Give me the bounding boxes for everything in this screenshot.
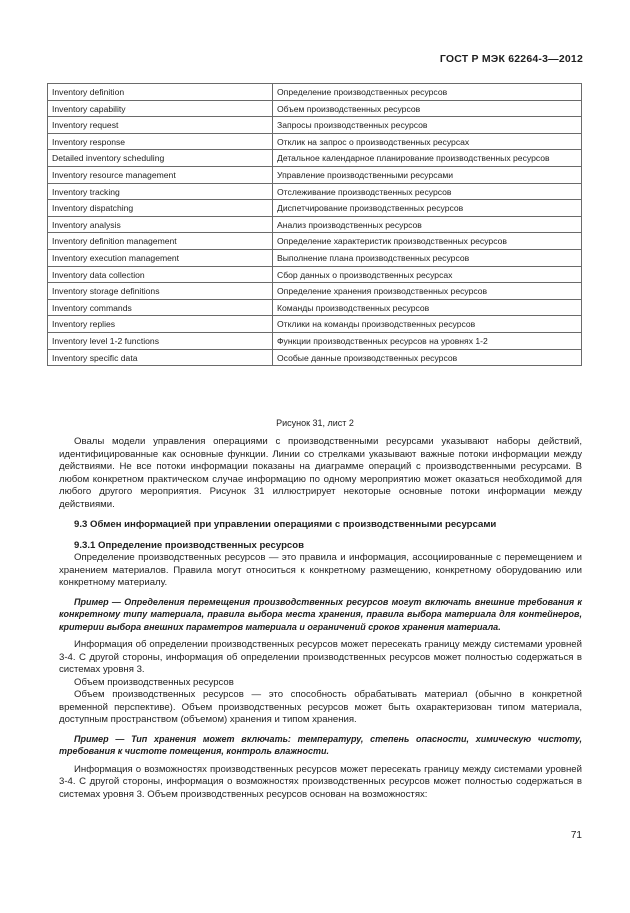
- document-header: ГОСТ Р МЭК 62264-3—2012: [439, 53, 583, 65]
- term-english: Inventory response: [48, 133, 273, 150]
- term-russian: Функции производственных ресурсов на уровнях 1-2: [273, 332, 582, 349]
- figure-caption: Рисунок 31, лист 2: [276, 418, 354, 428]
- term-english: Inventory commands: [48, 299, 273, 316]
- term-russian: Запросы производственных ресурсов: [273, 117, 582, 134]
- term-english: Inventory tracking: [48, 183, 273, 200]
- table-row: [48, 349, 582, 366]
- terms-table-body: [48, 84, 582, 366]
- term-english: Inventory storage definitions: [48, 283, 273, 300]
- term-russian: Детальное календарное планирование производственных ресурсов: [273, 150, 582, 167]
- table-row: [48, 100, 582, 117]
- term-english: Detailed inventory scheduling: [48, 150, 273, 167]
- term-russian: Определение хранения производственных ресурсов: [273, 283, 582, 300]
- table-row: [48, 84, 582, 101]
- term-russian: Объем производственных ресурсов: [273, 100, 582, 117]
- paragraph: Овалы модели управления операциями с производственными ресурсами указывают наборы действий, идентифицированные как основные функции. Линии со стрелками указывают важные потоки информации между действиями. Не все потоки информации показаны на диаграмме операций с производственными ресурсами. В любом конкретном практическом случае информацию по одному мероприятию может оказаться необходимой для любого другого мероприятия. Рисунок 31 иллюстрирует некоторые основные потоки информации между действиями.: [59, 436, 582, 510]
- term-english: Inventory dispatching: [48, 200, 273, 217]
- term-english: Inventory definition: [48, 84, 273, 101]
- term-russian: Диспетчирование производственных ресурсов: [273, 200, 582, 217]
- term-english: Inventory resource management: [48, 166, 273, 183]
- table-row: [48, 316, 582, 333]
- term-english: Inventory level 1-2 functions: [48, 332, 273, 349]
- table-row: [48, 266, 582, 283]
- table-row: [48, 183, 582, 200]
- terms-table: [47, 83, 582, 366]
- term-russian: Особые данные производственных ресурсов: [273, 349, 582, 366]
- term-russian: Анализ производственных ресурсов: [273, 216, 582, 233]
- term-russian: Команды производственных ресурсов: [273, 299, 582, 316]
- term-russian: Выполнение плана производственных ресурсов: [273, 249, 582, 266]
- paragraph: Определение производственных ресурсов — это правила и информация, ассоциированные с перемещением и хранением материалов. Правила могут относиться к конкретному размещению, конкретному оборудованию или конкретному материалу.: [59, 552, 582, 588]
- term-english: Inventory analysis: [48, 216, 273, 233]
- term-russian: Отклик на запрос о производственных ресурсах: [273, 133, 582, 150]
- term-russian: Определение характеристик производственных ресурсов: [273, 233, 582, 250]
- paragraph: Объем производственных ресурсов — это способность обрабатывать материал (обычно в конкретной временной перспективе). Объем производственных ресурсов может быть охарактеризован типом материала, доступным пространством (объемом) хранения и типом хранения.: [59, 689, 582, 725]
- table-row: [48, 133, 582, 150]
- example-note: Пример — Определения перемещения производственных ресурсов могут включать внешние требования к конкретному типу материала, правила выбора места хранения, правила выбора материала для контейнеров, критерии выбора внешних параметров материала и ограничений сроков хранения материала.: [59, 596, 582, 632]
- term-english: Inventory capability: [48, 100, 273, 117]
- term-english: Inventory specific data: [48, 349, 273, 366]
- table-row: [48, 150, 582, 167]
- body-text: [59, 436, 582, 801]
- term-russian: Отслеживание производственных ресурсов: [273, 183, 582, 200]
- term-english: Inventory execution management: [48, 249, 273, 266]
- section-heading: 9.3 Обмен информацией при управлении операциями с производственными ресурсами: [74, 519, 497, 530]
- paragraph: Объем производственных ресурсов: [74, 676, 234, 688]
- table-row: [48, 283, 582, 300]
- table-row: [48, 299, 582, 316]
- paragraph: Информация о возможностях производственных ресурсов может пересекать границу между системами уровней 3-4. С другой стороны, информация о возможностях производственных ресурсов может полностью содержаться в системах уровня 3. Объем производственных ресурсов основан на возможностях:: [59, 763, 582, 800]
- subsection-heading: 9.3.1 Определение производственных ресурсов: [74, 539, 305, 551]
- table-row: [48, 332, 582, 349]
- table-row: [48, 233, 582, 250]
- paragraph: Информация об определении производственных ресурсов может пересекать границу между системами уровней 3-4. С другой стороны, информация об определении производственных ресурсов может полностью содержаться в системах уровня 3.: [59, 639, 582, 675]
- term-english: Inventory definition management: [48, 233, 273, 250]
- term-english: Inventory replies: [48, 316, 273, 333]
- page-number: 71: [570, 830, 582, 841]
- table-row: [48, 200, 582, 217]
- table-row: [48, 216, 582, 233]
- table-row: [48, 117, 582, 134]
- term-english: Inventory data collection: [48, 266, 273, 283]
- term-russian: Сбор данных о производственных ресурсах: [273, 266, 582, 283]
- term-russian: Управление производственными ресурсами: [273, 166, 582, 183]
- table-row: [48, 249, 582, 266]
- table-row: [48, 166, 582, 183]
- example-note: Пример — Тип хранения может включать: температуру, степень опасности, химическую чистоту, требования к чистоте помещения, контроль влажности.: [59, 733, 582, 756]
- term-russian: Определение производственных ресурсов: [273, 84, 582, 101]
- term-russian: Отклики на команды производственных ресурсов: [273, 316, 582, 333]
- term-english: Inventory request: [48, 117, 273, 134]
